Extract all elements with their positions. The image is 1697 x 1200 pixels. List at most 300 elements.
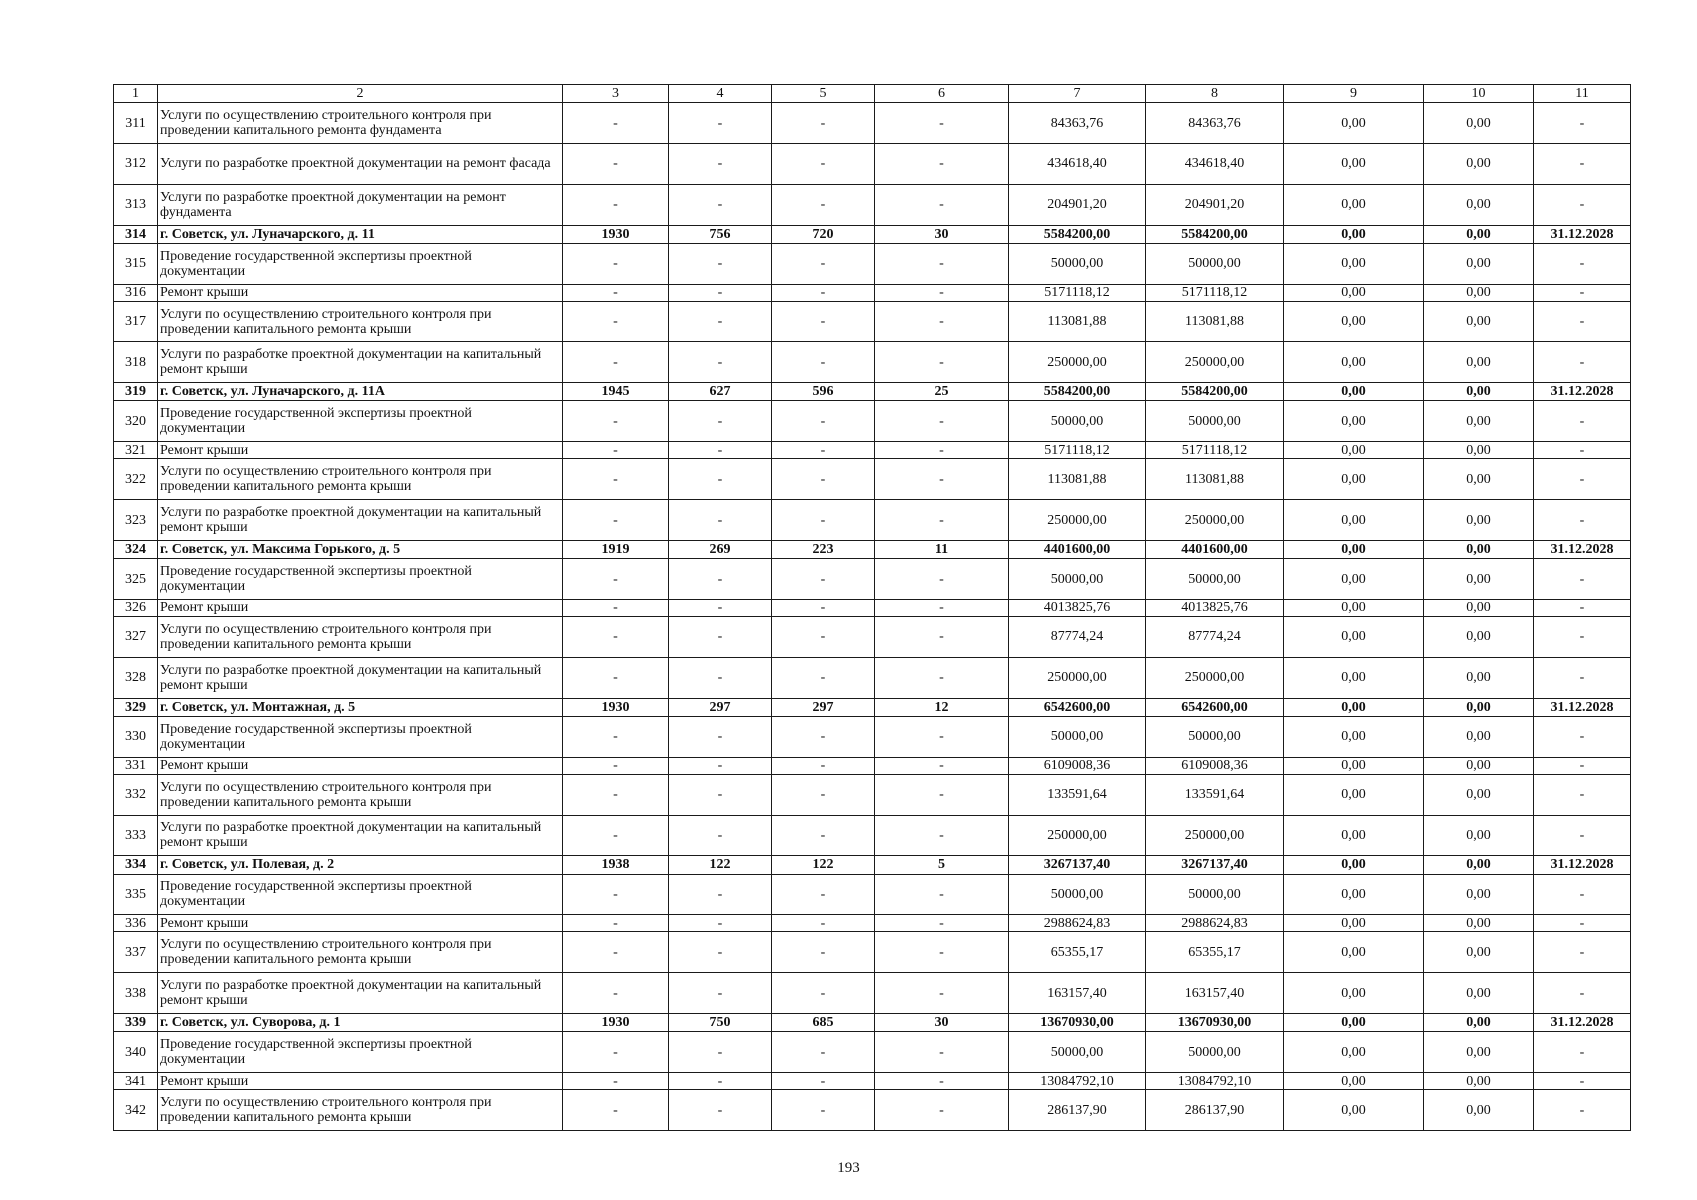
header-cell: 2: [158, 85, 563, 103]
header-cell: 5: [772, 85, 875, 103]
value-cell-c9: 0,00: [1284, 599, 1424, 616]
value-cell-c7: 6109008,36: [1009, 757, 1146, 774]
value-cell-c3: 1945: [563, 383, 669, 401]
value-cell-c11: -: [1534, 243, 1631, 284]
value-cell-c6: -: [875, 401, 1009, 442]
value-cell-c3: 1930: [563, 1013, 669, 1031]
value-cell-c8: 5584200,00: [1146, 383, 1284, 401]
value-cell-c10: 0,00: [1424, 1013, 1534, 1031]
value-cell-c10: 0,00: [1424, 716, 1534, 757]
value-cell-c6: -: [875, 874, 1009, 915]
value-cell-c5: -: [772, 1090, 875, 1131]
value-cell-c10: 0,00: [1424, 184, 1534, 225]
value-cell-c10: 0,00: [1424, 1032, 1534, 1073]
table-row: [114, 144, 1631, 185]
value-cell-c11: -: [1534, 757, 1631, 774]
row-number-cell: 313: [114, 184, 158, 225]
value-cell-c6: -: [875, 1090, 1009, 1131]
value-cell-c8: 434618,40: [1146, 144, 1284, 185]
value-cell-c6: 25: [875, 383, 1009, 401]
header-cell: 3: [563, 85, 669, 103]
table-row: [114, 342, 1631, 383]
value-cell-c7: 250000,00: [1009, 342, 1146, 383]
value-cell-c10: 0,00: [1424, 757, 1534, 774]
value-cell-c4: -: [669, 243, 772, 284]
value-cell-c6: 30: [875, 1013, 1009, 1031]
value-cell-c5: -: [772, 401, 875, 442]
row-number-cell: 319: [114, 383, 158, 401]
row-number-cell: 342: [114, 1090, 158, 1131]
value-cell-c3: -: [563, 757, 669, 774]
value-cell-c9: 0,00: [1284, 301, 1424, 342]
value-cell-c11: 31.12.2028: [1534, 225, 1631, 243]
table-row: [114, 401, 1631, 442]
value-cell-c10: 0,00: [1424, 698, 1534, 716]
table-row: [114, 716, 1631, 757]
value-cell-c4: 756: [669, 225, 772, 243]
address-row: [114, 856, 1631, 874]
capital-repair-table: [113, 84, 1631, 1131]
value-cell-c3: -: [563, 1090, 669, 1131]
value-cell-c8: 50000,00: [1146, 243, 1284, 284]
value-cell-c4: 750: [669, 1013, 772, 1031]
table-row: [114, 500, 1631, 541]
value-cell-c5: -: [772, 103, 875, 144]
row-number-cell: 321: [114, 442, 158, 459]
value-cell-c7: 50000,00: [1009, 401, 1146, 442]
value-cell-c3: -: [563, 932, 669, 973]
value-cell-c9: 0,00: [1284, 184, 1424, 225]
value-cell-c7: 50000,00: [1009, 559, 1146, 600]
value-cell-c3: -: [563, 500, 669, 541]
value-cell-c5: 122: [772, 856, 875, 874]
value-cell-c8: 250000,00: [1146, 815, 1284, 856]
description-cell: г. Советск, ул. Суворова, д. 1: [158, 1013, 563, 1031]
value-cell-c4: -: [669, 716, 772, 757]
value-cell-c6: 30: [875, 225, 1009, 243]
value-cell-c7: 5584200,00: [1009, 225, 1146, 243]
value-cell-c6: -: [875, 342, 1009, 383]
value-cell-c3: 1930: [563, 698, 669, 716]
value-cell-c4: -: [669, 657, 772, 698]
value-cell-c8: 4013825,76: [1146, 599, 1284, 616]
table-row: [114, 559, 1631, 600]
value-cell-c9: 0,00: [1284, 815, 1424, 856]
value-cell-c9: 0,00: [1284, 757, 1424, 774]
value-cell-c10: 0,00: [1424, 559, 1534, 600]
value-cell-c7: 4013825,76: [1009, 599, 1146, 616]
value-cell-c8: 113081,88: [1146, 301, 1284, 342]
value-cell-c6: -: [875, 1032, 1009, 1073]
row-number-cell: 316: [114, 284, 158, 301]
row-number-cell: 317: [114, 301, 158, 342]
value-cell-c4: -: [669, 774, 772, 815]
description-cell: Услуги по разработке проектной документации на капитальный ремонт крыши: [158, 973, 563, 1014]
value-cell-c3: -: [563, 342, 669, 383]
table-row: [114, 459, 1631, 500]
value-cell-c4: -: [669, 401, 772, 442]
value-cell-c3: -: [563, 301, 669, 342]
value-cell-c9: 0,00: [1284, 774, 1424, 815]
value-cell-c5: -: [772, 442, 875, 459]
value-cell-c11: -: [1534, 500, 1631, 541]
value-cell-c8: 50000,00: [1146, 874, 1284, 915]
value-cell-c11: -: [1534, 716, 1631, 757]
value-cell-c10: 0,00: [1424, 243, 1534, 284]
table-row: [114, 442, 1631, 459]
row-number-cell: 341: [114, 1072, 158, 1089]
row-number-cell: 338: [114, 973, 158, 1014]
address-row: [114, 225, 1631, 243]
row-number-cell: 339: [114, 1013, 158, 1031]
value-cell-c7: 4401600,00: [1009, 540, 1146, 558]
value-cell-c4: -: [669, 559, 772, 600]
row-number-cell: 332: [114, 774, 158, 815]
description-cell: Услуги по разработке проектной документации на капитальный ремонт крыши: [158, 342, 563, 383]
row-number-cell: 335: [114, 874, 158, 915]
document-table-container: [113, 84, 1630, 1131]
header-cell: 10: [1424, 85, 1534, 103]
value-cell-c5: -: [772, 500, 875, 541]
value-cell-c4: -: [669, 144, 772, 185]
description-cell: Услуги по осуществлению строительного контроля при проведении капитального ремонта крыши: [158, 1090, 563, 1131]
value-cell-c8: 65355,17: [1146, 932, 1284, 973]
value-cell-c4: -: [669, 757, 772, 774]
address-row: [114, 540, 1631, 558]
value-cell-c10: 0,00: [1424, 225, 1534, 243]
value-cell-c3: -: [563, 617, 669, 658]
value-cell-c7: 3267137,40: [1009, 856, 1146, 874]
value-cell-c11: -: [1534, 815, 1631, 856]
value-cell-c3: -: [563, 243, 669, 284]
value-cell-c9: 0,00: [1284, 284, 1424, 301]
table-row: [114, 1032, 1631, 1073]
value-cell-c6: -: [875, 932, 1009, 973]
value-cell-c6: -: [875, 103, 1009, 144]
value-cell-c9: 0,00: [1284, 698, 1424, 716]
value-cell-c7: 5171118,12: [1009, 284, 1146, 301]
value-cell-c8: 50000,00: [1146, 716, 1284, 757]
table-row: [114, 757, 1631, 774]
value-cell-c10: 0,00: [1424, 442, 1534, 459]
value-cell-c6: -: [875, 243, 1009, 284]
row-number-cell: 320: [114, 401, 158, 442]
value-cell-c4: 269: [669, 540, 772, 558]
value-cell-c5: -: [772, 284, 875, 301]
row-number-cell: 337: [114, 932, 158, 973]
value-cell-c6: -: [875, 757, 1009, 774]
value-cell-c11: -: [1534, 932, 1631, 973]
value-cell-c9: 0,00: [1284, 540, 1424, 558]
value-cell-c11: -: [1534, 301, 1631, 342]
value-cell-c11: 31.12.2028: [1534, 698, 1631, 716]
description-cell: Услуги по разработке проектной документации на ремонт фундамента: [158, 184, 563, 225]
value-cell-c3: -: [563, 874, 669, 915]
value-cell-c9: 0,00: [1284, 144, 1424, 185]
value-cell-c8: 133591,64: [1146, 774, 1284, 815]
row-number-cell: 328: [114, 657, 158, 698]
value-cell-c5: -: [772, 184, 875, 225]
value-cell-c11: -: [1534, 915, 1631, 932]
value-cell-c7: 84363,76: [1009, 103, 1146, 144]
description-cell: Ремонт крыши: [158, 442, 563, 459]
value-cell-c3: -: [563, 459, 669, 500]
value-cell-c10: 0,00: [1424, 342, 1534, 383]
value-cell-c3: -: [563, 103, 669, 144]
value-cell-c3: -: [563, 1072, 669, 1089]
value-cell-c3: -: [563, 184, 669, 225]
header-cell: 4: [669, 85, 772, 103]
value-cell-c3: -: [563, 442, 669, 459]
value-cell-c6: -: [875, 915, 1009, 932]
value-cell-c11: -: [1534, 284, 1631, 301]
value-cell-c8: 3267137,40: [1146, 856, 1284, 874]
value-cell-c3: 1919: [563, 540, 669, 558]
description-cell: Проведение государственной экспертизы проектной документации: [158, 716, 563, 757]
value-cell-c11: -: [1534, 874, 1631, 915]
value-cell-c5: 223: [772, 540, 875, 558]
value-cell-c7: 5584200,00: [1009, 383, 1146, 401]
header-cell: 8: [1146, 85, 1284, 103]
value-cell-c7: 50000,00: [1009, 1032, 1146, 1073]
value-cell-c4: -: [669, 915, 772, 932]
value-cell-c7: 5171118,12: [1009, 442, 1146, 459]
value-cell-c5: -: [772, 1072, 875, 1089]
value-cell-c6: -: [875, 559, 1009, 600]
value-cell-c7: 250000,00: [1009, 657, 1146, 698]
value-cell-c7: 13084792,10: [1009, 1072, 1146, 1089]
value-cell-c3: -: [563, 401, 669, 442]
value-cell-c6: -: [875, 301, 1009, 342]
table-row: [114, 815, 1631, 856]
value-cell-c6: -: [875, 284, 1009, 301]
value-cell-c10: 0,00: [1424, 459, 1534, 500]
description-cell: Проведение государственной экспертизы проектной документации: [158, 401, 563, 442]
value-cell-c7: 50000,00: [1009, 874, 1146, 915]
value-cell-c7: 286137,90: [1009, 1090, 1146, 1131]
value-cell-c7: 2988624,83: [1009, 915, 1146, 932]
address-row: [114, 1013, 1631, 1031]
value-cell-c8: 50000,00: [1146, 559, 1284, 600]
description-cell: г. Советск, ул. Луначарского, д. 11: [158, 225, 563, 243]
description-cell: г. Советск, ул. Монтажная, д. 5: [158, 698, 563, 716]
value-cell-c6: -: [875, 973, 1009, 1014]
value-cell-c9: 0,00: [1284, 716, 1424, 757]
description-cell: Услуги по осуществлению строительного контроля при проведении капитального ремонта крыши: [158, 301, 563, 342]
value-cell-c8: 84363,76: [1146, 103, 1284, 144]
description-cell: Проведение государственной экспертизы проектной документации: [158, 559, 563, 600]
value-cell-c10: 0,00: [1424, 774, 1534, 815]
table-row: [114, 932, 1631, 973]
description-cell: Проведение государственной экспертизы проектной документации: [158, 874, 563, 915]
row-number-cell: 326: [114, 599, 158, 616]
value-cell-c6: -: [875, 774, 1009, 815]
row-number-cell: 315: [114, 243, 158, 284]
value-cell-c8: 6542600,00: [1146, 698, 1284, 716]
value-cell-c8: 163157,40: [1146, 973, 1284, 1014]
row-number-cell: 312: [114, 144, 158, 185]
value-cell-c5: -: [772, 243, 875, 284]
description-cell: Услуги по разработке проектной документации на капитальный ремонт крыши: [158, 815, 563, 856]
value-cell-c3: -: [563, 144, 669, 185]
value-cell-c11: -: [1534, 184, 1631, 225]
value-cell-c5: 720: [772, 225, 875, 243]
description-cell: Услуги по разработке проектной документации на капитальный ремонт крыши: [158, 657, 563, 698]
value-cell-c9: 0,00: [1284, 617, 1424, 658]
table-row: [114, 973, 1631, 1014]
value-cell-c10: 0,00: [1424, 500, 1534, 541]
value-cell-c10: 0,00: [1424, 815, 1534, 856]
value-cell-c8: 113081,88: [1146, 459, 1284, 500]
value-cell-c9: 0,00: [1284, 856, 1424, 874]
description-cell: Услуги по осуществлению строительного контроля при проведении капитального ремонта крыши: [158, 774, 563, 815]
row-number-cell: 318: [114, 342, 158, 383]
table-row: [114, 774, 1631, 815]
value-cell-c5: -: [772, 617, 875, 658]
value-cell-c11: 31.12.2028: [1534, 383, 1631, 401]
row-number-cell: 323: [114, 500, 158, 541]
value-cell-c5: -: [772, 559, 875, 600]
value-cell-c6: 12: [875, 698, 1009, 716]
table-row: [114, 657, 1631, 698]
table-row: [114, 284, 1631, 301]
value-cell-c3: -: [563, 774, 669, 815]
description-cell: Услуги по разработке проектной документации на ремонт фасада: [158, 144, 563, 185]
value-cell-c9: 0,00: [1284, 225, 1424, 243]
value-cell-c10: 0,00: [1424, 932, 1534, 973]
value-cell-c11: 31.12.2028: [1534, 1013, 1631, 1031]
value-cell-c8: 5171118,12: [1146, 284, 1284, 301]
value-cell-c9: 0,00: [1284, 401, 1424, 442]
value-cell-c5: -: [772, 657, 875, 698]
description-cell: г. Советск, ул. Максима Горького, д. 5: [158, 540, 563, 558]
value-cell-c11: -: [1534, 973, 1631, 1014]
value-cell-c10: 0,00: [1424, 874, 1534, 915]
value-cell-c5: -: [772, 144, 875, 185]
value-cell-c9: 0,00: [1284, 932, 1424, 973]
value-cell-c8: 13670930,00: [1146, 1013, 1284, 1031]
value-cell-c5: -: [772, 774, 875, 815]
value-cell-c7: 50000,00: [1009, 243, 1146, 284]
description-cell: г. Советск, ул. Луначарского, д. 11А: [158, 383, 563, 401]
value-cell-c5: -: [772, 301, 875, 342]
table-row: [114, 184, 1631, 225]
value-cell-c6: -: [875, 144, 1009, 185]
description-cell: Услуги по осуществлению строительного контроля при проведении капитального ремонта крыши: [158, 459, 563, 500]
value-cell-c5: -: [772, 973, 875, 1014]
value-cell-c10: 0,00: [1424, 103, 1534, 144]
value-cell-c4: -: [669, 442, 772, 459]
value-cell-c8: 4401600,00: [1146, 540, 1284, 558]
value-cell-c8: 250000,00: [1146, 500, 1284, 541]
row-number-cell: 333: [114, 815, 158, 856]
value-cell-c4: -: [669, 184, 772, 225]
value-cell-c11: -: [1534, 599, 1631, 616]
value-cell-c9: 0,00: [1284, 500, 1424, 541]
value-cell-c9: 0,00: [1284, 243, 1424, 284]
row-number-cell: 311: [114, 103, 158, 144]
value-cell-c4: -: [669, 103, 772, 144]
value-cell-c11: -: [1534, 342, 1631, 383]
value-cell-c4: -: [669, 500, 772, 541]
value-cell-c8: 13084792,10: [1146, 1072, 1284, 1089]
value-cell-c4: -: [669, 815, 772, 856]
value-cell-c8: 5171118,12: [1146, 442, 1284, 459]
value-cell-c9: 0,00: [1284, 442, 1424, 459]
header-cell: 1: [114, 85, 158, 103]
value-cell-c4: -: [669, 1090, 772, 1131]
header-cell: 9: [1284, 85, 1424, 103]
value-cell-c4: -: [669, 617, 772, 658]
value-cell-c11: -: [1534, 657, 1631, 698]
value-cell-c10: 0,00: [1424, 599, 1534, 616]
value-cell-c11: -: [1534, 442, 1631, 459]
table-row: [114, 243, 1631, 284]
value-cell-c6: -: [875, 617, 1009, 658]
description-cell: Услуги по осуществлению строительного контроля при проведении капитального ремонта фундамента: [158, 103, 563, 144]
header-cell: 7: [1009, 85, 1146, 103]
value-cell-c11: -: [1534, 144, 1631, 185]
value-cell-c7: 50000,00: [1009, 716, 1146, 757]
value-cell-c10: 0,00: [1424, 856, 1534, 874]
value-cell-c5: -: [772, 716, 875, 757]
table-body: [114, 85, 1631, 1131]
table-row: [114, 599, 1631, 616]
value-cell-c3: -: [563, 1032, 669, 1073]
value-cell-c11: -: [1534, 459, 1631, 500]
row-number-cell: 322: [114, 459, 158, 500]
value-cell-c3: -: [563, 915, 669, 932]
value-cell-c5: -: [772, 757, 875, 774]
value-cell-c9: 0,00: [1284, 1090, 1424, 1131]
value-cell-c6: -: [875, 815, 1009, 856]
value-cell-c7: 250000,00: [1009, 500, 1146, 541]
value-cell-c8: 87774,24: [1146, 617, 1284, 658]
description-cell: Ремонт крыши: [158, 284, 563, 301]
value-cell-c4: 627: [669, 383, 772, 401]
value-cell-c5: 297: [772, 698, 875, 716]
value-cell-c10: 0,00: [1424, 540, 1534, 558]
value-cell-c4: 122: [669, 856, 772, 874]
value-cell-c6: -: [875, 599, 1009, 616]
value-cell-c10: 0,00: [1424, 1090, 1534, 1131]
address-row: [114, 698, 1631, 716]
value-cell-c4: -: [669, 1072, 772, 1089]
value-cell-c11: 31.12.2028: [1534, 856, 1631, 874]
row-number-cell: 330: [114, 716, 158, 757]
value-cell-c8: 6109008,36: [1146, 757, 1284, 774]
value-cell-c9: 0,00: [1284, 874, 1424, 915]
value-cell-c10: 0,00: [1424, 383, 1534, 401]
value-cell-c3: -: [563, 973, 669, 1014]
description-cell: Услуги по осуществлению строительного контроля при проведении капитального ремонта крыши: [158, 932, 563, 973]
description-cell: Проведение государственной экспертизы проектной документации: [158, 1032, 563, 1073]
table-row: [114, 915, 1631, 932]
value-cell-c8: 204901,20: [1146, 184, 1284, 225]
value-cell-c6: -: [875, 442, 1009, 459]
value-cell-c11: -: [1534, 617, 1631, 658]
value-cell-c3: 1938: [563, 856, 669, 874]
value-cell-c9: 0,00: [1284, 342, 1424, 383]
value-cell-c6: -: [875, 1072, 1009, 1089]
value-cell-c9: 0,00: [1284, 1013, 1424, 1031]
value-cell-c9: 0,00: [1284, 103, 1424, 144]
value-cell-c5: 685: [772, 1013, 875, 1031]
value-cell-c7: 65355,17: [1009, 932, 1146, 973]
value-cell-c5: -: [772, 342, 875, 383]
value-cell-c8: 2988624,83: [1146, 915, 1284, 932]
value-cell-c5: -: [772, 459, 875, 500]
